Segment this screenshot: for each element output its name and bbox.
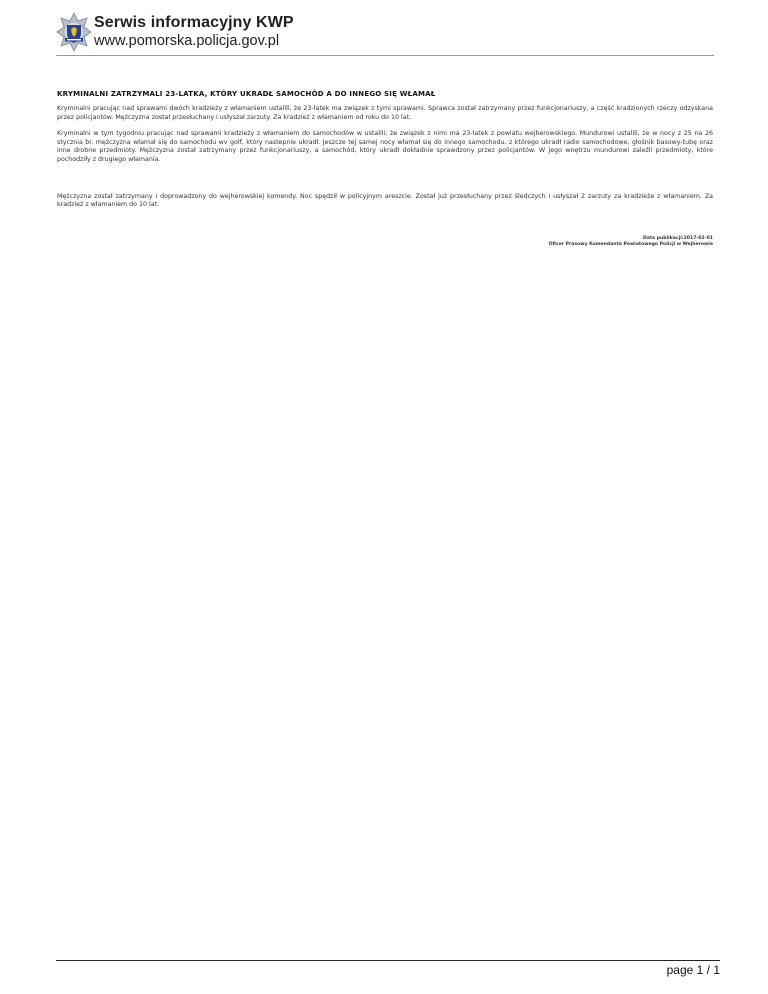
article-author: Oficer Prasowy Komendanta Powiatowego Policji w Wejherowie [548,241,713,247]
article [57,90,713,248]
site-header [56,12,714,54]
site-title: Serwis informacyjny KWP [94,14,294,31]
article-paragraph: Kryminalni w tym tygodniu pracując nad sprawami kradzieży z włamaniem do samochodów w ustalili, że związek z nimi ma 23-latek z powiatu wejherowskiego. Mundurowi ustalili, że w nocy z 25 na 26 stycznia br. mężczyzna włamał się do samochodu wv golf, który nastepnie ukradł. Jeszcze tej samej nocy włamał się do innego samochodu, z którego ukradł radio samochodowe, głośnik basowy-tubę oraz inne drobne przedmioty. Mężczyzna został zatrzymany przez funkcjonariuszy, a samochód, który ukradł dokładnie sprawdzony przez policjantów. W jego wnętrzu mundurowi zaleźli przedmioty, które pochodziły z drugiego włamania. [57,130,713,163]
page-number: page 1 / 1 [666,963,720,977]
site-url[interactable]: www.pomorska.policja.gov.pl [94,33,280,49]
article-paragraph: Mężczyzna został zatrzymany i doprowadzony do wejherowskiej komendy. Noc spędził w policyjnym areszcie. Został już przesłuchany przez śledczych i usłyszał 2 zarzuty za kradzieże z włamaniem. Za kradzież z włamaniem do 10 lat. [57,192,713,209]
footer-divider [56,960,720,961]
police-star-badge-icon [56,12,92,52]
article-meta [57,236,713,248]
article-paragraph: Kryminalni pracując nad sprawami dwóch kradzieży z włamaniem ustalili, że 23-latek ma związek z tymi sprawami. Sprawca został zatrzymany przez funkcjonariuszy, a część kradzionych rzeczy odzyskana przez policjantów. Mężczyzna został przesłuchany i usłyszał zarzuty. Za kradzież z włamaniem od roku do 10 lat. [57,105,713,121]
publication-date: Data publikacji:2017-02-01 [642,235,713,241]
header-divider [56,55,714,56]
article-title: KRYMINALNI ZATRZYMALI 23-LATKA, KTÓRY UKRADŁ SAMOCHÓD A DO INNEGO SIĘ WŁAMAŁ [57,90,436,98]
